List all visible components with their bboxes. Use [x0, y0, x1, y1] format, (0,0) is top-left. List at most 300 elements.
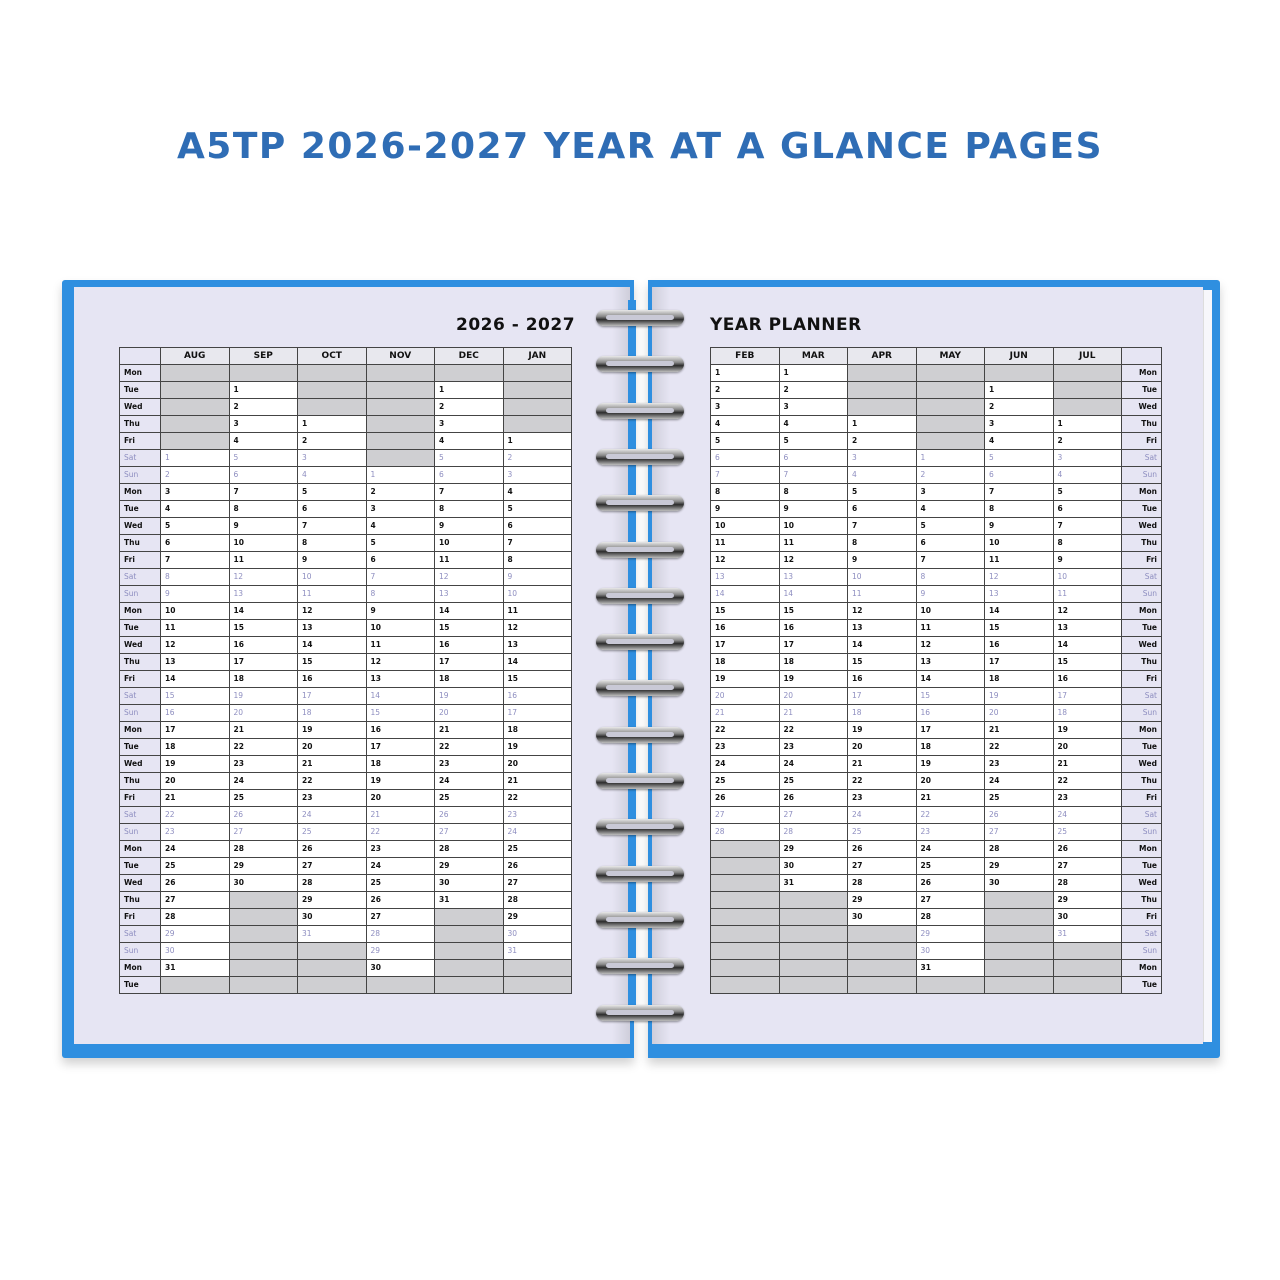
weekday-label: Sat — [1122, 569, 1162, 586]
day-cell: 16 — [985, 637, 1054, 654]
empty-cell — [229, 365, 298, 382]
day-cell: 4 — [435, 433, 504, 450]
day-cell: 29 — [229, 858, 298, 875]
day-cell: 25 — [435, 790, 504, 807]
day-cell: 27 — [366, 909, 435, 926]
day-cell: 21 — [1053, 756, 1122, 773]
table-row — [120, 620, 572, 637]
day-cell: 30 — [985, 875, 1054, 892]
day-cell: 7 — [1053, 518, 1122, 535]
day-cell: 19 — [366, 773, 435, 790]
table-row — [120, 484, 572, 501]
day-cell: 12 — [366, 654, 435, 671]
day-cell: 5 — [711, 433, 780, 450]
weekday-label: Wed — [120, 875, 161, 892]
day-cell: 22 — [985, 739, 1054, 756]
empty-cell — [503, 416, 572, 433]
empty-cell — [298, 365, 367, 382]
empty-cell — [711, 858, 780, 875]
day-cell: 18 — [435, 671, 504, 688]
table-row — [711, 875, 1162, 892]
day-cell: 18 — [848, 705, 917, 722]
day-cell: 5 — [435, 450, 504, 467]
day-cell: 23 — [435, 756, 504, 773]
weekday-label: Wed — [120, 399, 161, 416]
day-cell: 31 — [161, 960, 230, 977]
weekday-label: Sat — [120, 450, 161, 467]
day-cell: 29 — [435, 858, 504, 875]
table-row — [711, 450, 1162, 467]
day-cell: 3 — [1053, 450, 1122, 467]
day-cell: 30 — [503, 926, 572, 943]
day-cell: 1 — [985, 382, 1054, 399]
weekday-label: Thu — [1122, 654, 1162, 671]
day-cell: 12 — [1053, 603, 1122, 620]
table-row — [120, 722, 572, 739]
day-cell: 14 — [435, 603, 504, 620]
day-cell: 27 — [985, 824, 1054, 841]
day-cell: 11 — [366, 637, 435, 654]
empty-cell — [366, 365, 435, 382]
month-header-row — [711, 348, 1162, 365]
day-cell: 5 — [229, 450, 298, 467]
day-cell: 8 — [229, 501, 298, 518]
day-cell: 3 — [435, 416, 504, 433]
day-cell: 24 — [366, 858, 435, 875]
day-cell: 19 — [779, 671, 848, 688]
day-cell: 7 — [916, 552, 985, 569]
right-page-title: YEAR PLANNER — [710, 315, 862, 335]
table-row — [711, 688, 1162, 705]
empty-cell — [298, 977, 367, 994]
day-cell: 1 — [779, 365, 848, 382]
weekday-label: Sun — [120, 824, 161, 841]
day-cell: 7 — [503, 535, 572, 552]
day-cell: 4 — [985, 433, 1054, 450]
day-cell: 26 — [435, 807, 504, 824]
day-cell: 18 — [503, 722, 572, 739]
empty-cell — [435, 943, 504, 960]
day-cell: 30 — [848, 909, 917, 926]
day-cell: 9 — [435, 518, 504, 535]
day-cell: 21 — [229, 722, 298, 739]
day-cell: 15 — [503, 671, 572, 688]
day-cell: 5 — [916, 518, 985, 535]
day-cell: 15 — [779, 603, 848, 620]
day-cell: 1 — [435, 382, 504, 399]
table-row — [711, 586, 1162, 603]
day-cell: 5 — [985, 450, 1054, 467]
day-cell: 7 — [711, 467, 780, 484]
month-header: FEB — [711, 348, 780, 365]
day-cell: 4 — [298, 467, 367, 484]
day-cell: 9 — [916, 586, 985, 603]
day-cell: 20 — [435, 705, 504, 722]
day-cell: 28 — [366, 926, 435, 943]
day-cell: 25 — [985, 790, 1054, 807]
table-row — [711, 926, 1162, 943]
day-cell: 19 — [161, 756, 230, 773]
day-cell: 26 — [779, 790, 848, 807]
day-cell: 9 — [366, 603, 435, 620]
empty-cell — [435, 926, 504, 943]
day-cell: 11 — [435, 552, 504, 569]
weekday-label: Thu — [120, 416, 161, 433]
weekday-label: Fri — [120, 433, 161, 450]
empty-cell — [779, 926, 848, 943]
day-cell: 1 — [848, 416, 917, 433]
day-cell: 14 — [985, 603, 1054, 620]
table-row — [711, 518, 1162, 535]
day-cell: 12 — [848, 603, 917, 620]
empty-cell — [985, 365, 1054, 382]
table-row — [120, 960, 572, 977]
day-cell: 17 — [503, 705, 572, 722]
table-row — [120, 841, 572, 858]
empty-cell — [985, 892, 1054, 909]
month-header-row — [120, 348, 572, 365]
table-row — [711, 620, 1162, 637]
weekday-label: Sun — [120, 705, 161, 722]
day-cell: 27 — [161, 892, 230, 909]
day-cell: 3 — [229, 416, 298, 433]
day-cell: 22 — [161, 807, 230, 824]
day-cell: 5 — [161, 518, 230, 535]
day-cell: 13 — [848, 620, 917, 637]
day-cell: 23 — [848, 790, 917, 807]
day-cell: 28 — [435, 841, 504, 858]
weekday-label: Fri — [1122, 433, 1162, 450]
weekday-label: Sat — [1122, 926, 1162, 943]
day-cell: 10 — [435, 535, 504, 552]
weekday-label: Fri — [120, 790, 161, 807]
empty-cell — [779, 977, 848, 994]
day-cell: 24 — [161, 841, 230, 858]
day-cell: 28 — [1053, 875, 1122, 892]
day-cell: 25 — [298, 824, 367, 841]
table-row — [120, 926, 572, 943]
table-row — [120, 688, 572, 705]
day-cell: 11 — [779, 535, 848, 552]
day-cell: 22 — [503, 790, 572, 807]
day-cell: 17 — [985, 654, 1054, 671]
day-cell: 9 — [161, 586, 230, 603]
day-cell: 14 — [161, 671, 230, 688]
empty-cell — [848, 977, 917, 994]
weekday-label: Wed — [1122, 399, 1162, 416]
day-cell: 6 — [985, 467, 1054, 484]
empty-cell — [1053, 977, 1122, 994]
spiral-ring-icon — [596, 588, 684, 604]
empty-cell — [366, 977, 435, 994]
day-cell: 23 — [503, 807, 572, 824]
day-cell: 15 — [366, 705, 435, 722]
empty-cell — [503, 382, 572, 399]
table-row — [120, 739, 572, 756]
table-row — [120, 416, 572, 433]
weekday-label: Sat — [120, 688, 161, 705]
weekday-label: Sun — [1122, 586, 1162, 603]
empty-cell — [985, 977, 1054, 994]
day-cell: 27 — [848, 858, 917, 875]
weekday-label: Sun — [1122, 467, 1162, 484]
table-row — [120, 637, 572, 654]
day-cell: 22 — [435, 739, 504, 756]
day-cell: 15 — [435, 620, 504, 637]
empty-cell — [985, 943, 1054, 960]
empty-cell — [848, 926, 917, 943]
day-cell: 21 — [298, 756, 367, 773]
day-cell: 4 — [366, 518, 435, 535]
day-cell: 11 — [916, 620, 985, 637]
day-cell: 5 — [298, 484, 367, 501]
day-cell: 13 — [985, 586, 1054, 603]
day-cell: 21 — [435, 722, 504, 739]
empty-cell — [711, 841, 780, 858]
weekday-label: Thu — [1122, 416, 1162, 433]
day-cell: 19 — [916, 756, 985, 773]
day-cell: 25 — [779, 773, 848, 790]
month-header: NOV — [366, 348, 435, 365]
day-cell: 31 — [503, 943, 572, 960]
empty-cell — [366, 450, 435, 467]
empty-cell — [848, 399, 917, 416]
empty-cell — [229, 943, 298, 960]
day-cell: 7 — [985, 484, 1054, 501]
empty-cell — [848, 943, 917, 960]
day-cell: 6 — [503, 518, 572, 535]
weekday-label: Fri — [1122, 909, 1162, 926]
table-row — [711, 399, 1162, 416]
day-cell: 29 — [916, 926, 985, 943]
day-cell: 24 — [1053, 807, 1122, 824]
day-cell: 17 — [435, 654, 504, 671]
table-row — [120, 365, 572, 382]
day-cell: 21 — [848, 756, 917, 773]
table-row — [120, 705, 572, 722]
day-cell: 16 — [298, 671, 367, 688]
day-cell: 20 — [229, 705, 298, 722]
day-cell: 5 — [1053, 484, 1122, 501]
table-row — [120, 943, 572, 960]
day-cell: 8 — [161, 569, 230, 586]
day-cell: 12 — [161, 637, 230, 654]
spiral-ring-icon — [596, 542, 684, 558]
day-cell: 11 — [848, 586, 917, 603]
empty-cell — [229, 909, 298, 926]
table-row — [120, 535, 572, 552]
day-cell: 1 — [503, 433, 572, 450]
empty-cell — [435, 977, 504, 994]
empty-cell — [848, 365, 917, 382]
day-cell: 23 — [985, 756, 1054, 773]
weekday-label: Mon — [1122, 722, 1162, 739]
day-cell: 15 — [985, 620, 1054, 637]
spiral-ring-icon — [596, 403, 684, 419]
empty-cell — [161, 399, 230, 416]
empty-cell — [916, 382, 985, 399]
day-cell: 28 — [848, 875, 917, 892]
day-cell: 27 — [503, 875, 572, 892]
weekday-label: Tue — [1122, 382, 1162, 399]
table-row — [711, 943, 1162, 960]
day-cell: 17 — [298, 688, 367, 705]
day-cell: 24 — [298, 807, 367, 824]
spiral-ring-icon — [596, 356, 684, 372]
empty-cell — [1053, 365, 1122, 382]
empty-cell — [435, 909, 504, 926]
day-cell: 11 — [1053, 586, 1122, 603]
day-cell: 9 — [711, 501, 780, 518]
day-cell: 22 — [366, 824, 435, 841]
day-cell: 11 — [711, 535, 780, 552]
day-cell: 17 — [779, 637, 848, 654]
day-cell: 18 — [779, 654, 848, 671]
right-year-grid — [710, 347, 1162, 994]
month-header: JUL — [1053, 348, 1122, 365]
empty-cell — [779, 909, 848, 926]
day-cell: 8 — [366, 586, 435, 603]
day-cell: 24 — [435, 773, 504, 790]
day-cell: 22 — [711, 722, 780, 739]
day-cell: 20 — [366, 790, 435, 807]
table-row — [711, 960, 1162, 977]
day-cell: 12 — [298, 603, 367, 620]
day-cell: 6 — [298, 501, 367, 518]
day-cell: 14 — [711, 586, 780, 603]
day-cell: 16 — [229, 637, 298, 654]
day-cell: 30 — [298, 909, 367, 926]
day-cell: 7 — [435, 484, 504, 501]
day-cell: 12 — [503, 620, 572, 637]
table-row — [711, 416, 1162, 433]
day-cell: 24 — [848, 807, 917, 824]
day-cell: 6 — [435, 467, 504, 484]
day-cell: 10 — [298, 569, 367, 586]
day-cell: 12 — [711, 552, 780, 569]
day-cell: 16 — [916, 705, 985, 722]
day-cell: 16 — [1053, 671, 1122, 688]
day-cell: 15 — [711, 603, 780, 620]
weekday-label: Mon — [120, 603, 161, 620]
table-row — [120, 790, 572, 807]
weekday-label: Sat — [120, 569, 161, 586]
day-cell: 2 — [229, 399, 298, 416]
weekday-label: Mon — [1122, 365, 1162, 382]
empty-cell — [985, 960, 1054, 977]
day-cell: 7 — [161, 552, 230, 569]
day-cell: 14 — [298, 637, 367, 654]
empty-cell — [779, 892, 848, 909]
empty-cell — [366, 433, 435, 450]
day-cell: 22 — [1053, 773, 1122, 790]
day-cell: 4 — [711, 416, 780, 433]
day-cell: 31 — [1053, 926, 1122, 943]
day-cell: 5 — [779, 433, 848, 450]
day-cell: 28 — [503, 892, 572, 909]
table-row — [711, 722, 1162, 739]
day-cell: 7 — [366, 569, 435, 586]
day-cell: 26 — [366, 892, 435, 909]
empty-cell — [298, 960, 367, 977]
empty-cell — [916, 977, 985, 994]
day-cell: 16 — [435, 637, 504, 654]
day-cell: 19 — [985, 688, 1054, 705]
day-cell: 13 — [1053, 620, 1122, 637]
day-cell: 2 — [711, 382, 780, 399]
day-cell: 19 — [848, 722, 917, 739]
day-cell: 1 — [366, 467, 435, 484]
weekday-label: Sun — [120, 586, 161, 603]
day-cell: 29 — [985, 858, 1054, 875]
table-row — [711, 841, 1162, 858]
empty-cell — [711, 909, 780, 926]
day-cell: 19 — [435, 688, 504, 705]
weekday-label: Thu — [120, 535, 161, 552]
spiral-ring-icon — [596, 680, 684, 696]
day-cell: 23 — [161, 824, 230, 841]
day-cell: 17 — [711, 637, 780, 654]
day-cell: 31 — [435, 892, 504, 909]
table-row — [120, 824, 572, 841]
weekday-label: Mon — [120, 960, 161, 977]
day-cell: 10 — [779, 518, 848, 535]
day-cell: 15 — [229, 620, 298, 637]
day-cell: 15 — [848, 654, 917, 671]
weekday-label: Mon — [120, 484, 161, 501]
weekday-label: Tue — [120, 739, 161, 756]
day-cell: 10 — [711, 518, 780, 535]
table-row — [711, 977, 1162, 994]
weekday-label: Tue — [1122, 501, 1162, 518]
day-cell: 5 — [848, 484, 917, 501]
day-cell: 13 — [298, 620, 367, 637]
empty-cell — [161, 382, 230, 399]
day-cell: 9 — [985, 518, 1054, 535]
table-row — [120, 569, 572, 586]
weekday-label: Wed — [1122, 518, 1162, 535]
day-cell: 13 — [711, 569, 780, 586]
weekday-label: Fri — [1122, 552, 1162, 569]
day-cell: 13 — [503, 637, 572, 654]
day-cell: 20 — [985, 705, 1054, 722]
empty-cell — [161, 365, 230, 382]
day-cell: 11 — [161, 620, 230, 637]
day-cell: 26 — [848, 841, 917, 858]
day-cell: 19 — [229, 688, 298, 705]
day-cell: 24 — [985, 773, 1054, 790]
table-row — [711, 365, 1162, 382]
spiral-ring-icon — [596, 912, 684, 928]
day-cell: 28 — [711, 824, 780, 841]
day-cell: 10 — [366, 620, 435, 637]
day-cell: 17 — [229, 654, 298, 671]
day-cell: 26 — [503, 858, 572, 875]
day-cell: 16 — [503, 688, 572, 705]
table-row — [711, 773, 1162, 790]
table-row — [711, 467, 1162, 484]
day-cell: 24 — [916, 841, 985, 858]
empty-cell — [503, 365, 572, 382]
empty-cell — [229, 892, 298, 909]
day-cell: 15 — [298, 654, 367, 671]
day-cell: 21 — [916, 790, 985, 807]
day-cell: 16 — [848, 671, 917, 688]
table-row — [120, 518, 572, 535]
table-row — [120, 586, 572, 603]
day-cell: 30 — [229, 875, 298, 892]
month-header: APR — [848, 348, 917, 365]
